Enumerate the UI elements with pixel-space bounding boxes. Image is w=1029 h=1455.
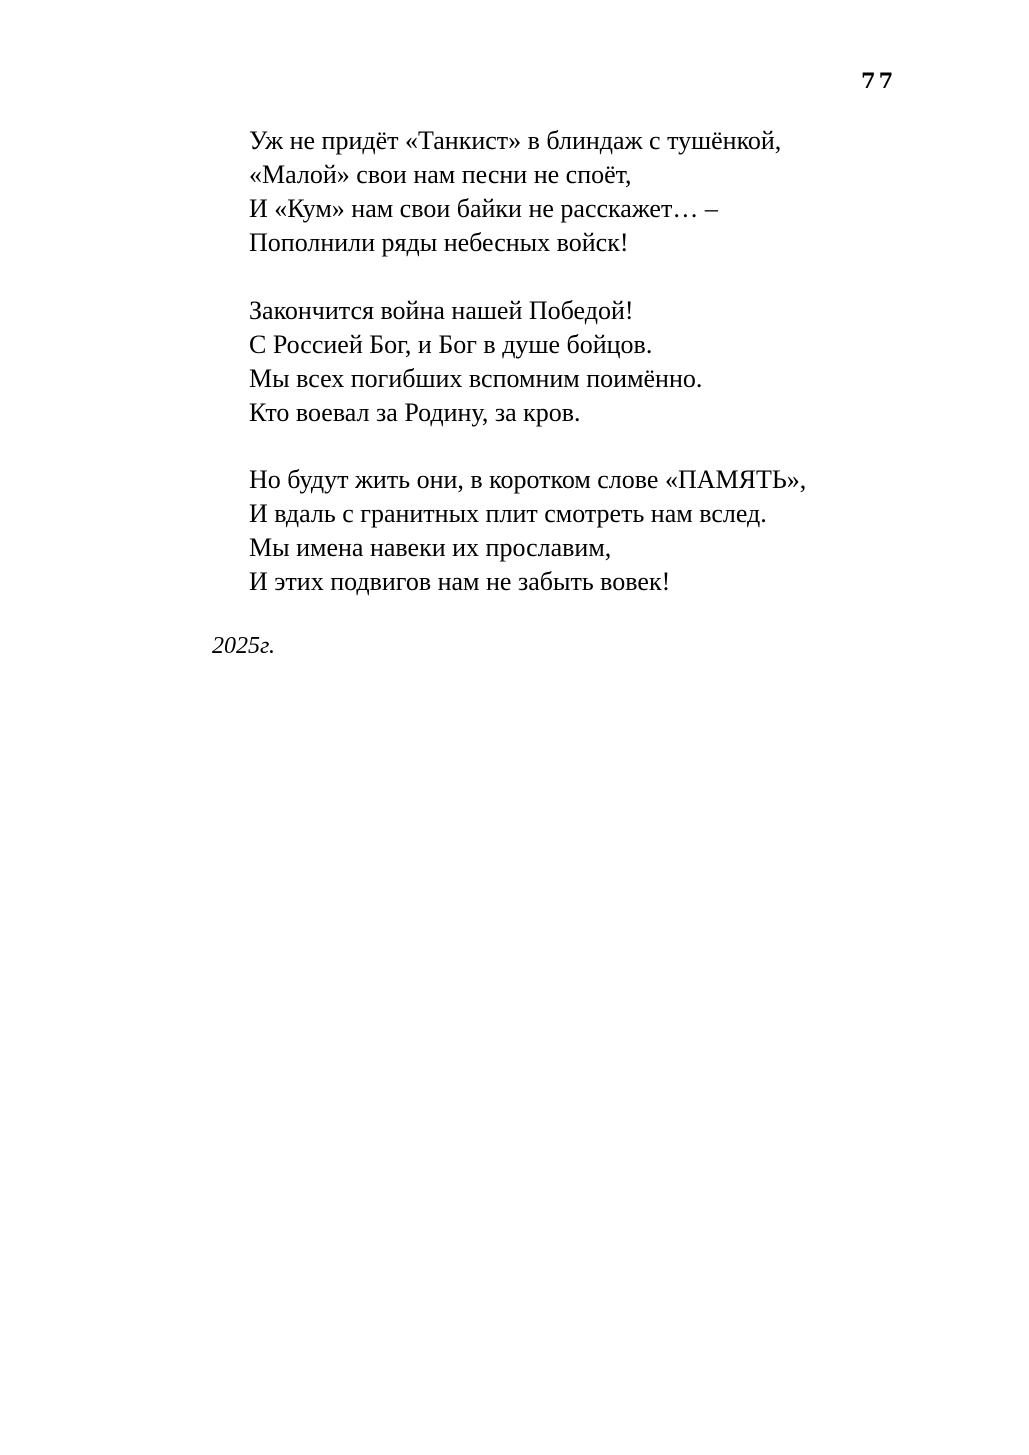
poem-date: 2025г.: [212, 633, 276, 659]
poem-line: И этих подвигов нам не забыть вовек!: [249, 567, 671, 596]
page-number: 77: [861, 68, 897, 93]
poem-line: С Россией Бог, и Бог в душе бойцов.: [249, 329, 653, 359]
stanza-2: [249, 294, 949, 430]
poem-line: Уж не придёт «Танкист» в блиндаж с тушёнкой,: [249, 126, 782, 155]
poem-line: Мы всех погибших вспомним поимённо.: [249, 363, 703, 393]
poem: [249, 124, 949, 633]
stanza-3: [249, 463, 949, 599]
poem-line: И «Кум» нам свои байки не расскажет… –: [249, 194, 718, 223]
poem-line: Пополнили ряды небесных войск!: [249, 228, 629, 257]
poem-line: Закончится война нашей Победой!: [249, 295, 634, 325]
poem-line: Но будут жить они, в коротком слове «ПАМЯТЬ»,: [249, 465, 807, 494]
poem-line: «Малой» свои нам песни не споёт,: [249, 160, 632, 189]
poem-line: И вдаль с гранитных плит смотреть нам вслед.: [249, 499, 767, 528]
stanza-1: [249, 124, 949, 260]
poem-line: Мы имена навеки их прославим,: [249, 533, 612, 562]
poem-line: Кто воевал за Родину, за кров.: [249, 397, 581, 427]
